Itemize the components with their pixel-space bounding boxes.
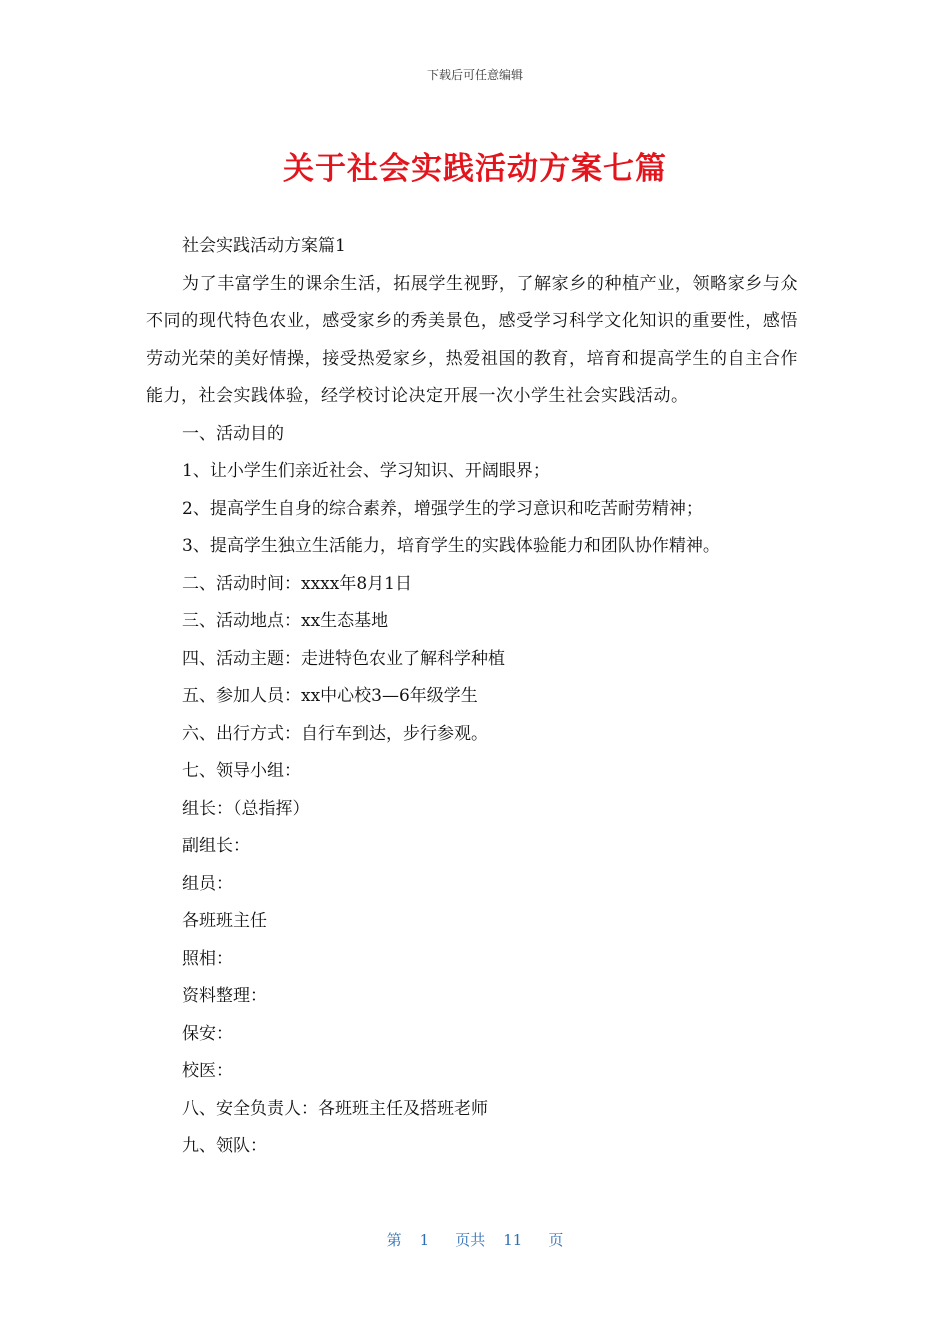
page-suffix: 页: [548, 1231, 564, 1249]
header-note: 下载后可任意编辑: [426, 68, 523, 82]
body-line: 各班班主任: [182, 911, 267, 931]
page-footer: [0, 1229, 950, 1250]
body-line: 2、提高学生自身的综合素养，增强学生的学习意识和吃苦耐劳精神；: [182, 498, 703, 519]
section-heading: 社会实践活动方案篇1: [182, 236, 346, 256]
body-line: 六、出行方式：自行车到达，步行参观。: [182, 723, 488, 744]
document-title: 关于社会实践活动方案七篇: [283, 151, 667, 187]
page-prefix: 第: [386, 1231, 402, 1249]
body-line: 资料整理：: [182, 986, 267, 1006]
body-line: 1、让小学生们亲近社会、学习知识、开阔眼界；: [182, 461, 550, 481]
body-line: 二、活动时间：xxxx年8月1日: [182, 573, 412, 594]
body-line: 保安：: [182, 1023, 233, 1044]
body-line: 照相：: [182, 948, 233, 969]
page-total-number: 11: [503, 1231, 523, 1249]
body-line: 组长：（总指挥）: [182, 798, 310, 819]
body-line: 组员：: [182, 873, 233, 894]
body-line: 副组长：: [182, 836, 250, 856]
intro-paragraph: 为了丰富学生的课余生活，拓展学生视野，了解家乡的种植产业，领略家乡与众不同的现代特色农业，感受家乡的秀美景色，感受学习科学文化知识的重要性，感悟劳动光荣的美好情操，接受热爱家乡，热爱祖国的教育，培育和提高学生的自主合作能力，社会实践体验，经学校讨论决定开展一次小学生社会实践活动。: [146, 273, 798, 406]
body-line: 四、活动主题：走进特色农业了解科学种植: [182, 648, 505, 669]
body-line: 校医：: [182, 1061, 233, 1081]
body-line: 三、活动地点：xx生态基地: [182, 611, 389, 631]
body-line: 一、活动目的: [182, 423, 284, 444]
body-line: 七、领导小组：: [182, 761, 301, 781]
body-line: 五、参加人员：xx中心校3—6年级学生: [182, 686, 478, 706]
body-line: 八、安全负责人：各班班主任及搭班老师: [182, 1098, 488, 1119]
body-line: 九、领队：: [182, 1136, 267, 1156]
document-body: [146, 228, 798, 1166]
page-middle: 页共: [455, 1231, 486, 1249]
page-current-number: 1: [419, 1231, 430, 1249]
body-line: 3、提高学生独立生活能力，培育学生的实践体验能力和团队协作精神。: [182, 536, 720, 556]
